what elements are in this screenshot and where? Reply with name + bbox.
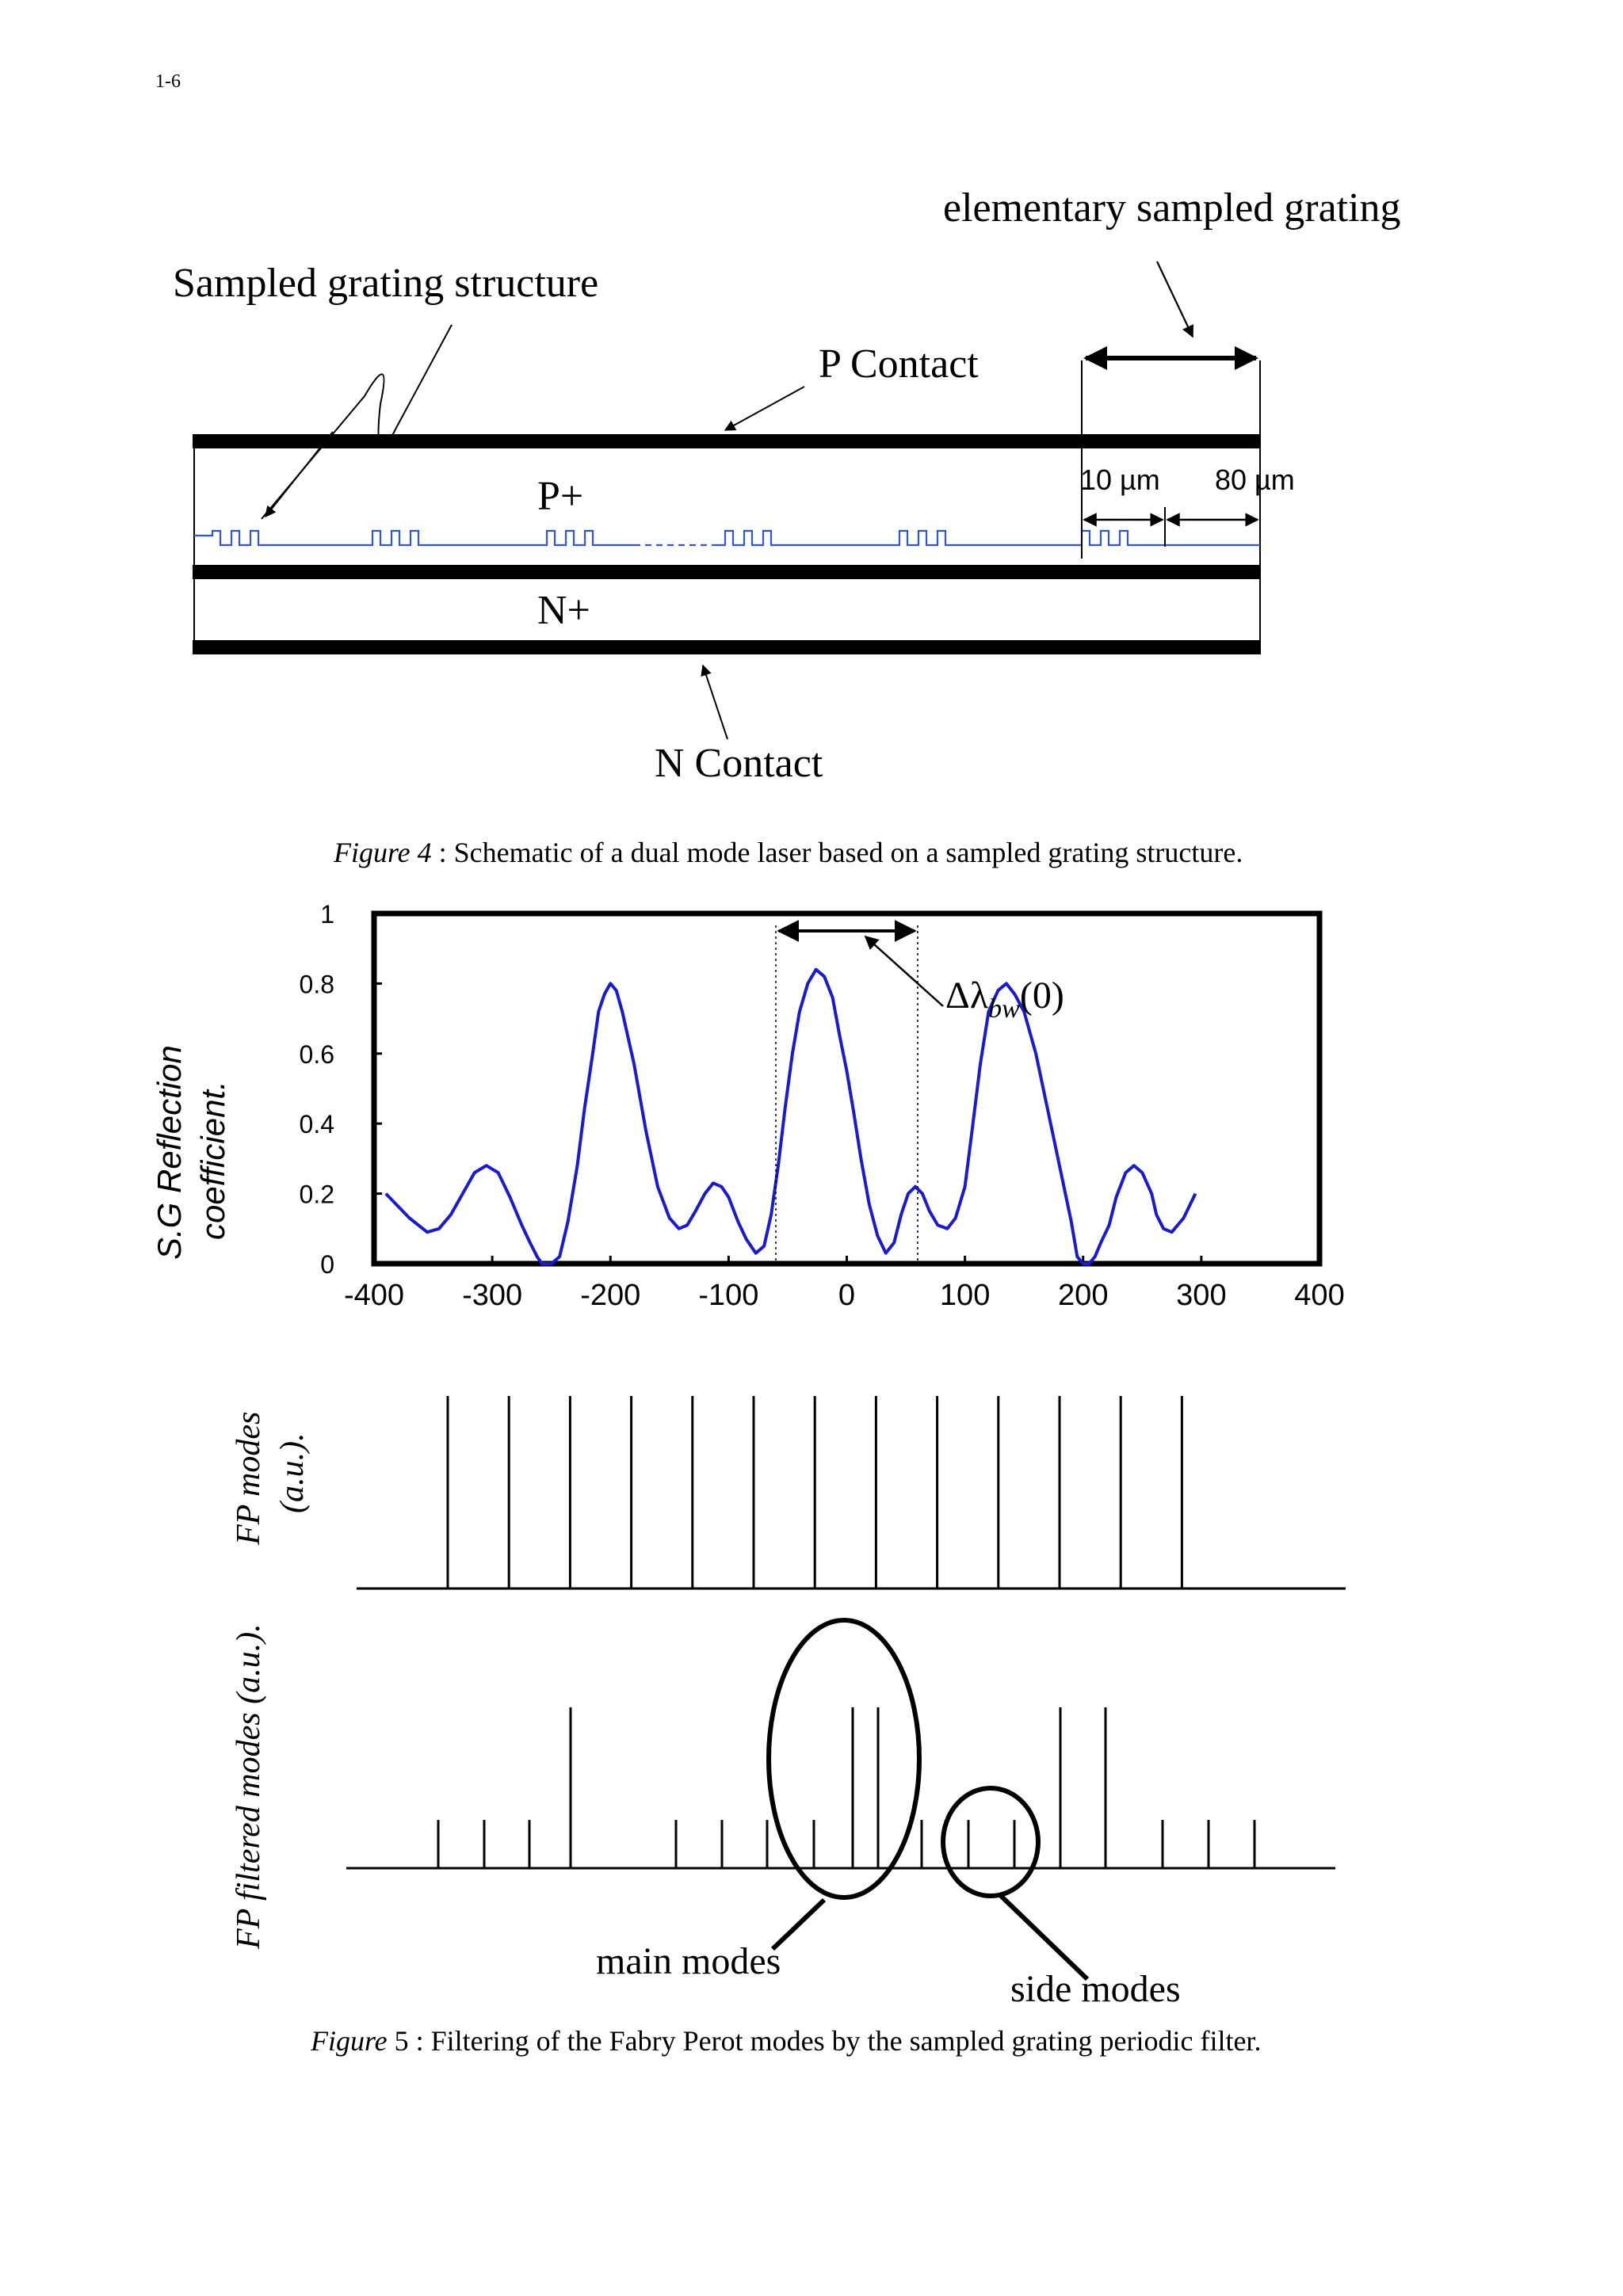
y-tick-label: 1 — [320, 900, 334, 929]
x-tick-label: 0 — [838, 1279, 856, 1312]
p-contact-label: P Contact — [819, 341, 979, 387]
main-modes-label: main modes — [596, 1940, 781, 1982]
x-tick-label: 400 — [1294, 1279, 1345, 1312]
side-modes-ellipse — [943, 1788, 1038, 1896]
y-tick-label: 0 — [320, 1250, 334, 1279]
dim-80-label: 80 µm — [1215, 463, 1295, 496]
figure5-caption-number: 5 — [387, 2025, 409, 2057]
sampled-structure-label: Sampled grating structure — [173, 261, 599, 306]
filtered-modes-ylabel: FP filtered modes (a.u.). — [231, 1623, 267, 1949]
x-tick-label: 100 — [939, 1279, 991, 1312]
n-plus-label: N+ — [537, 588, 590, 633]
fp-modes-ylabel-line2: (a.u.). — [274, 1432, 311, 1513]
figure4-caption-label: Figure 4 — [334, 837, 432, 868]
x-tick-label: -400 — [343, 1279, 405, 1312]
elementary-grating-label: elementary sampled grating — [943, 185, 1401, 231]
side-modes-label: side modes — [1010, 1968, 1181, 2010]
x-tick-label: -300 — [462, 1279, 523, 1312]
dim-10-label: 10 µm — [1080, 463, 1160, 496]
figure5-caption — [311, 2024, 1261, 2058]
n-contact-label: N Contact — [655, 741, 823, 786]
chart-ylabel-line2: coefficient. — [194, 1081, 231, 1240]
p-plus-label: P+ — [537, 474, 584, 519]
figure5-caption-label: Figure — [311, 2025, 388, 2057]
x-tick-label: -100 — [698, 1279, 759, 1312]
main-modes-ellipse — [769, 1620, 919, 1897]
figure4-caption-text: : Schematic of a dual mode laser based on a sampled grating structure. — [431, 837, 1243, 868]
bw-annotation: $\Delta\lambda_{bw}(0)$ — [945, 974, 1064, 1024]
y-tick-label: 0.6 — [299, 1039, 334, 1069]
x-tick-label: -200 — [580, 1279, 641, 1312]
x-tick-label: 300 — [1176, 1279, 1227, 1312]
page-number: 1-6 — [155, 71, 181, 92]
y-tick-label: 0.8 — [299, 970, 334, 999]
fp-modes-ylabel-line1: FP modes — [231, 1411, 267, 1545]
chart-ylabel-line1: S.G Reflection — [151, 1045, 188, 1260]
x-tick-label: 200 — [1058, 1279, 1109, 1312]
y-tick-label: 0.2 — [299, 1180, 334, 1209]
figure5-caption-text: : Filtering of the Fabry Perot modes by the sampled grating periodic filter. — [408, 2025, 1262, 2057]
y-tick-label: 0.4 — [299, 1110, 334, 1139]
